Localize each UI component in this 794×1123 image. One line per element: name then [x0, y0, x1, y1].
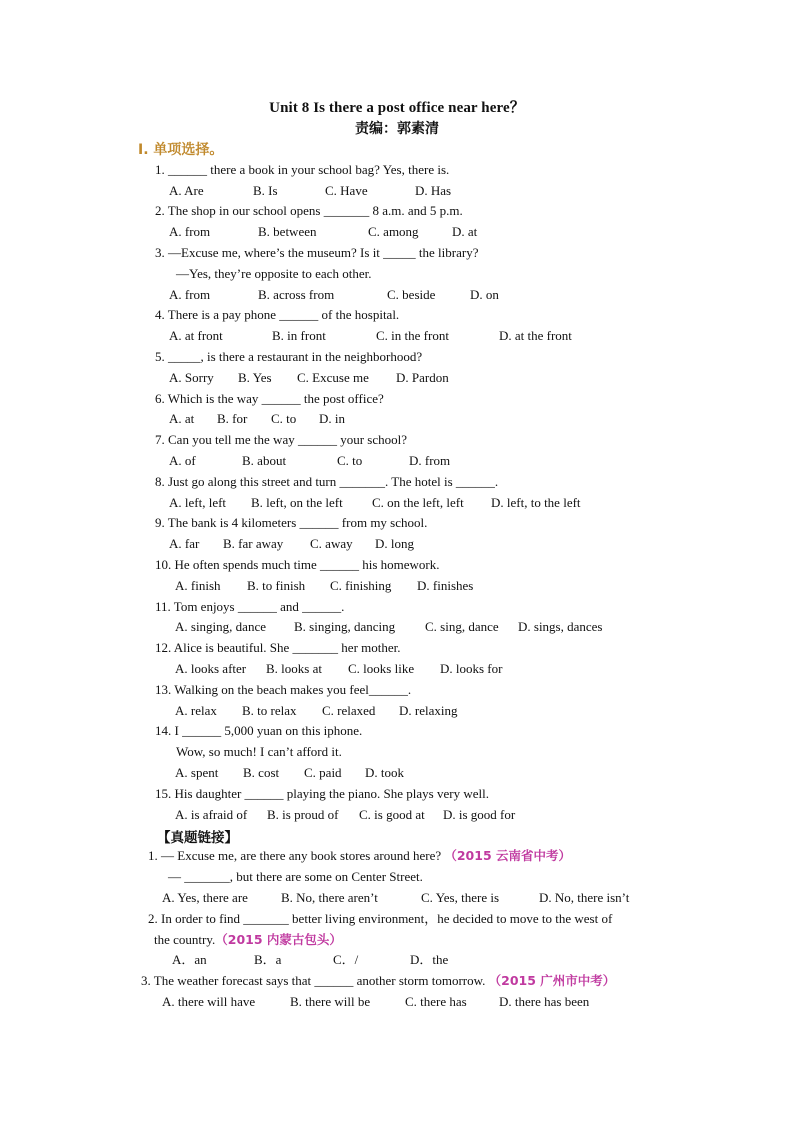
question-stem	[148, 848, 571, 864]
option: D. relaxing	[399, 703, 458, 718]
option: A. at	[169, 411, 195, 426]
option: B. left, on the left	[251, 495, 343, 510]
option: D. finishes	[417, 578, 474, 593]
question-stem: 7. Can you tell me the way ______ your school?	[155, 432, 408, 447]
option: D. took	[365, 765, 404, 780]
option: B. to relax	[242, 703, 297, 718]
option: B. between	[258, 224, 317, 239]
option: C. to	[271, 411, 297, 426]
option: A. singing, dance	[175, 619, 266, 634]
option: B. for	[217, 411, 248, 426]
question-stem: 5. _____, is there a restaurant in the neighborhood?	[155, 349, 423, 364]
question-stem: 12. Alice is beautiful. She _______ her mother.	[155, 640, 401, 655]
exam-source: （2015 云南省中考）	[444, 848, 572, 863]
option: B. about	[242, 453, 287, 468]
question-stem: 14. I ______ 5,000 yuan on this iphone.	[155, 723, 363, 738]
option: D. in	[319, 411, 345, 426]
option: A. Are	[169, 183, 204, 198]
option: B. there will be	[290, 994, 371, 1009]
option: A. from	[169, 224, 211, 239]
option: D. No, there isn’t	[539, 890, 630, 905]
option: D. at the front	[499, 328, 572, 343]
option: D. looks for	[440, 661, 503, 676]
option: D. left, to the left	[491, 495, 581, 510]
question-stem-line2: — _______, but there are some on Center Street.	[168, 869, 423, 884]
option: A. Sorry	[169, 370, 214, 385]
option: D. there has been	[499, 994, 590, 1009]
option: B. far away	[223, 536, 284, 551]
question-stem: 8. Just go along this street and turn _______. The hotel is ______.	[155, 474, 499, 489]
stem-text: 1. — Excuse me, are there any book stores around here?	[148, 848, 442, 863]
option: A. spent	[175, 765, 219, 780]
option: D. Has	[415, 183, 452, 198]
option: D. Pardon	[396, 370, 449, 385]
option: A. Yes, there are	[162, 890, 248, 905]
option: D. long	[375, 536, 414, 551]
option: A. left, left	[169, 495, 227, 510]
question-stem: 3. —Excuse me, where’s the museum? Is it _____ the library?	[155, 245, 479, 260]
question-stem-line2: —Yes, they’re opposite to each other.	[176, 266, 372, 281]
option: C. to	[337, 453, 363, 468]
option: A. relax	[175, 703, 217, 718]
option: A. of	[169, 453, 196, 468]
zhenti-heading: 【真题链接】	[157, 830, 238, 846]
option: B．a	[254, 952, 282, 967]
option: B. looks at	[266, 661, 322, 676]
question-stem: 13. Walking on the beach makes you feel______.	[155, 682, 412, 697]
option: C. Yes, there is	[421, 890, 500, 905]
question-stem-line2	[154, 932, 342, 948]
stem-text: 3. The weather forecast says that ______ another storm tomorrow.	[141, 973, 486, 988]
option: C. Excuse me	[297, 370, 369, 385]
option: B. is proud of	[267, 807, 339, 822]
option: C. looks like	[348, 661, 415, 676]
option: C. is good at	[359, 807, 425, 822]
option: A. looks after	[175, 661, 247, 676]
question-stem: 11. Tom enjoys ______ and ______.	[155, 599, 345, 614]
question-stem: 1. ______ there a book in your school bag? Yes, there is.	[155, 162, 450, 177]
option: D. on	[470, 287, 499, 302]
option: A. there will have	[162, 994, 256, 1009]
question-stem: 4. There is a pay phone ______ of the hospital.	[155, 307, 400, 322]
option: C. away	[310, 536, 353, 551]
option: D. from	[409, 453, 451, 468]
option: B. Is	[253, 183, 278, 198]
option: D．the	[410, 952, 449, 967]
option: A. from	[169, 287, 211, 302]
exam-source: （2015 内蒙古包头）	[215, 932, 342, 947]
option: C. relaxed	[322, 703, 376, 718]
option: C. beside	[387, 287, 436, 302]
option: A．an	[172, 952, 207, 967]
question-stem: 9. The bank is 4 kilometers ______ from my school.	[155, 515, 428, 530]
page-title: Unit 8 Is there a post office near here？	[269, 100, 525, 116]
option: B. across from	[258, 287, 335, 302]
option: C．/	[333, 952, 359, 967]
option: C. on the left, left	[372, 495, 464, 510]
option: B. in front	[272, 328, 326, 343]
question-stem: 2. The shop in our school opens _______ 8 a.m. and 5 p.m.	[155, 203, 463, 218]
question-stem-line2: Wow, so much! I can’t afford it.	[176, 744, 342, 759]
option: A. finish	[175, 578, 221, 593]
question-stem: 6. Which is the way ______ the post office?	[155, 391, 384, 406]
section-heading: Ⅰ. 单项选择。	[138, 142, 224, 158]
option: C. finishing	[330, 578, 392, 593]
page-subtitle: 责编：郭素清	[355, 121, 439, 137]
option: C. in the front	[376, 328, 449, 343]
option: D. at	[452, 224, 478, 239]
option: D. is good for	[443, 807, 516, 822]
option: B. No, there aren’t	[281, 890, 378, 905]
option: D. sings, dances	[518, 619, 603, 634]
question-stem: 2. In order to find _______ better living environment，he decided to move to the west of	[148, 911, 613, 926]
question-stem: 10. He often spends much time ______ his homework.	[155, 557, 440, 572]
question-stem: 15. His daughter ______ playing the piano. She plays very well.	[155, 786, 489, 801]
option: B. singing, dancing	[294, 619, 396, 634]
option: C. there has	[405, 994, 467, 1009]
exam-source: （2015 广州市中考）	[488, 973, 616, 988]
option: C. sing, dance	[425, 619, 499, 634]
option: C. Have	[325, 183, 368, 198]
question-stem	[141, 973, 615, 989]
option: C. among	[368, 224, 419, 239]
option: B. cost	[243, 765, 280, 780]
option: B. to finish	[247, 578, 306, 593]
option: B. Yes	[238, 370, 272, 385]
option: A. far	[169, 536, 200, 551]
stem-text: the country.	[154, 932, 216, 947]
option: C. paid	[304, 765, 342, 780]
option: A. at front	[169, 328, 223, 343]
option: A. is afraid of	[175, 807, 248, 822]
